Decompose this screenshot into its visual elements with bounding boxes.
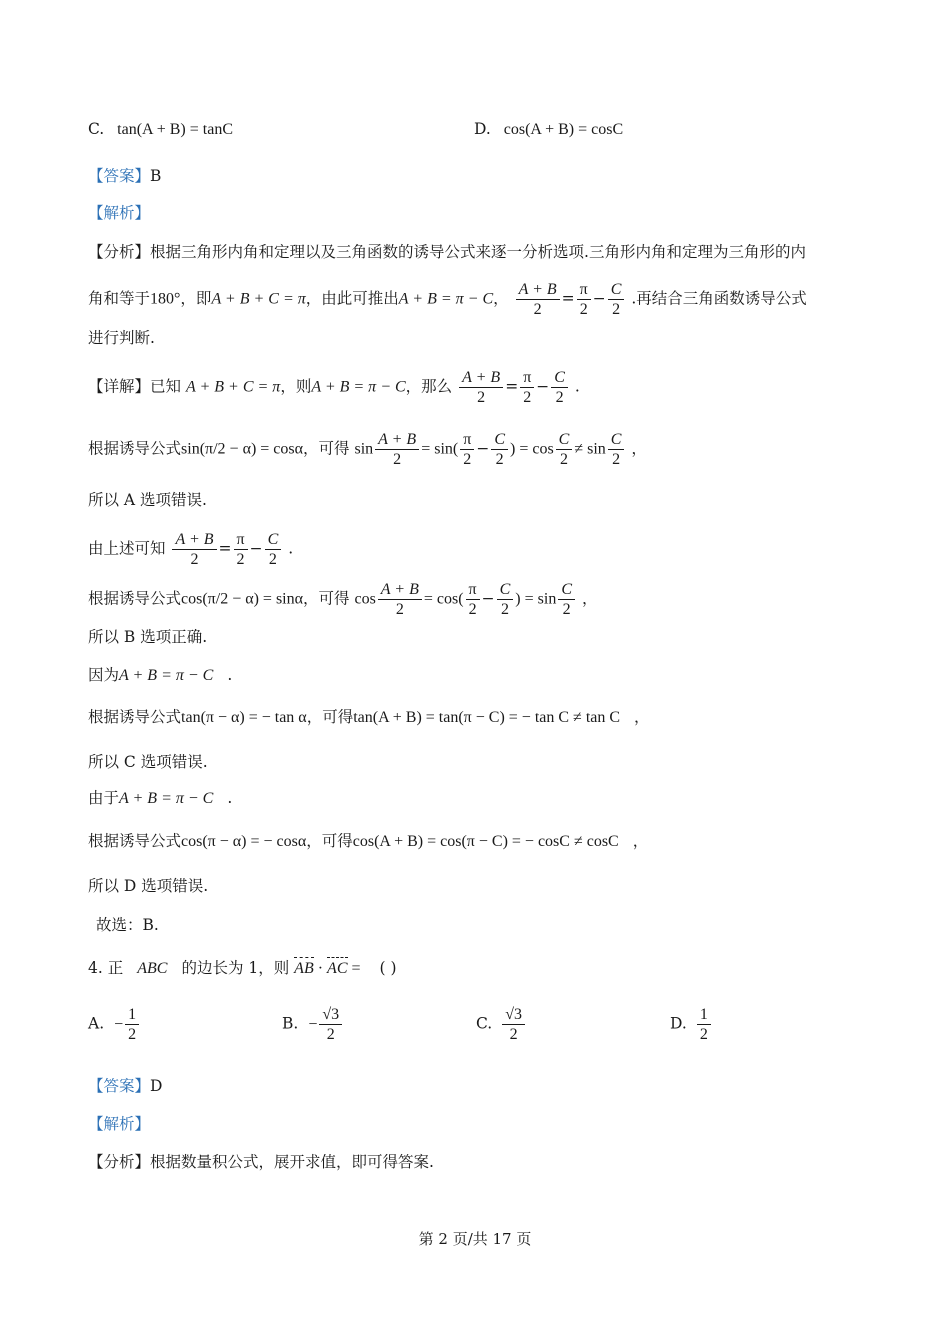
jiexi-heading: 【解析】: [88, 204, 151, 222]
option-fraction: $\frac{1}{2}$: [125, 1005, 139, 1044]
option-label: D.: [670, 1014, 687, 1033]
step-d-because: 由于A + B = π − C .: [88, 789, 233, 807]
step-a-conclusion: 所以 A 选项错误.: [88, 491, 207, 509]
analysis-line-1: 【分析】根据三角形内角和定理以及三角函数的诱导公式来逐一分析选项.三角形内角和定理为三角形的内: [88, 243, 806, 261]
jiexi-heading-2: 【解析】: [88, 1115, 151, 1133]
q4-option-c: [476, 1005, 527, 1044]
analysis-line-2: 角和等于180°，即A + B + C = π，由此可推出A + B = π − C， $\frac{A + B}{2}$ = $\frac{\pi}{2}$ − $\frac{C}{2}$ .再结合三角函数诱导公式: [88, 281, 807, 318]
detail-line: 【详解】已知 A + B + C = π，则A + B = π − C，那么 $\frac{A + B}{2}$ = $\frac{\pi}{2}$ − $\frac{C}{2}$ .: [88, 369, 580, 406]
page-footer: 第 2 页/共 17 页: [418, 1230, 532, 1248]
step-d-conclusion: 所以 D 选项错误.: [88, 877, 209, 895]
option-label: B.: [282, 1014, 299, 1033]
question-4: 4. 正 ABC 的边长为 1，则 AB · AC = ( ): [88, 959, 397, 977]
option-sign: −: [114, 1015, 124, 1033]
vector-ac: AC: [327, 960, 348, 977]
final-choice: 故选：B.: [96, 916, 159, 934]
q4-option-a: [88, 1005, 141, 1044]
option-c: C. tan(A + B) = tanC: [88, 120, 233, 138]
answer-line-2: 【答案】D: [88, 1077, 163, 1095]
option-fraction: $\frac{1}{2}$: [697, 1005, 711, 1044]
option-d: D. cos(A + B) = cosC: [474, 120, 624, 138]
step-c-conclusion: 所以 C 选项错误.: [88, 753, 208, 771]
analysis-line-3: 进行判断.: [88, 329, 155, 347]
step-b-formula-line: 根据诱导公式cos(π/2 − α) = sinα，可得 cos $\frac{A + B}{2}$ = cos( $\frac{\pi}{2}$ − $\frac{C}{2}$ ) = sin $\frac{C}{2}$ ，: [88, 581, 598, 618]
frac-ab-half: $\frac{A + B}{2}$: [516, 280, 560, 319]
option-d-expr: cos(A + B) = cosC: [503, 121, 624, 138]
q4-option-b: [282, 1005, 344, 1044]
option-label: A.: [88, 1014, 105, 1033]
step-b-known-line: 由上述可知 $\frac{A + B}{2}$ = $\frac{\pi}{2}$ − $\frac{C}{2}$ .: [88, 531, 294, 568]
option-label: C.: [476, 1014, 493, 1033]
option-fraction: $\frac{√3}{2}$: [502, 1005, 525, 1044]
step-c-because: 因为A + B = π − C .: [88, 666, 233, 684]
option-sign: −: [308, 1015, 318, 1033]
step-a-formula-line: 根据诱导公式sin(π/2 − α) = cosα，可得 sin $\frac{A + B}{2}$ = sin( $\frac{\pi}{2}$ − $\frac{C}{2}$ ) = cos $\frac{C}{2}$ ≠ sin $\frac{C}{2}$ ，: [88, 431, 647, 468]
step-c-formula-line: 根据诱导公式tan(π − α) = − tan α，可得tan(A + B) = tan(π − C) = − tan C ≠ tan C ，: [88, 708, 650, 726]
step-d-formula-line: 根据诱导公式cos(π − α) = − cosα，可得cos(A + B) = cos(π − C) = − cosC ≠ cosC ，: [88, 832, 649, 850]
q4-option-d: [670, 1005, 713, 1044]
answer-line: 【答案】B: [88, 167, 162, 185]
option-c-expr: tan(A + B) = tanC: [117, 121, 233, 138]
analysis-2: 【分析】根据数量积公式，展开求值，即可得答案.: [88, 1153, 434, 1171]
option-fraction: $\frac{√3}{2}$: [319, 1005, 342, 1044]
vector-ab: AB: [294, 960, 314, 977]
step-b-conclusion: 所以 B 选项正确.: [88, 628, 208, 646]
